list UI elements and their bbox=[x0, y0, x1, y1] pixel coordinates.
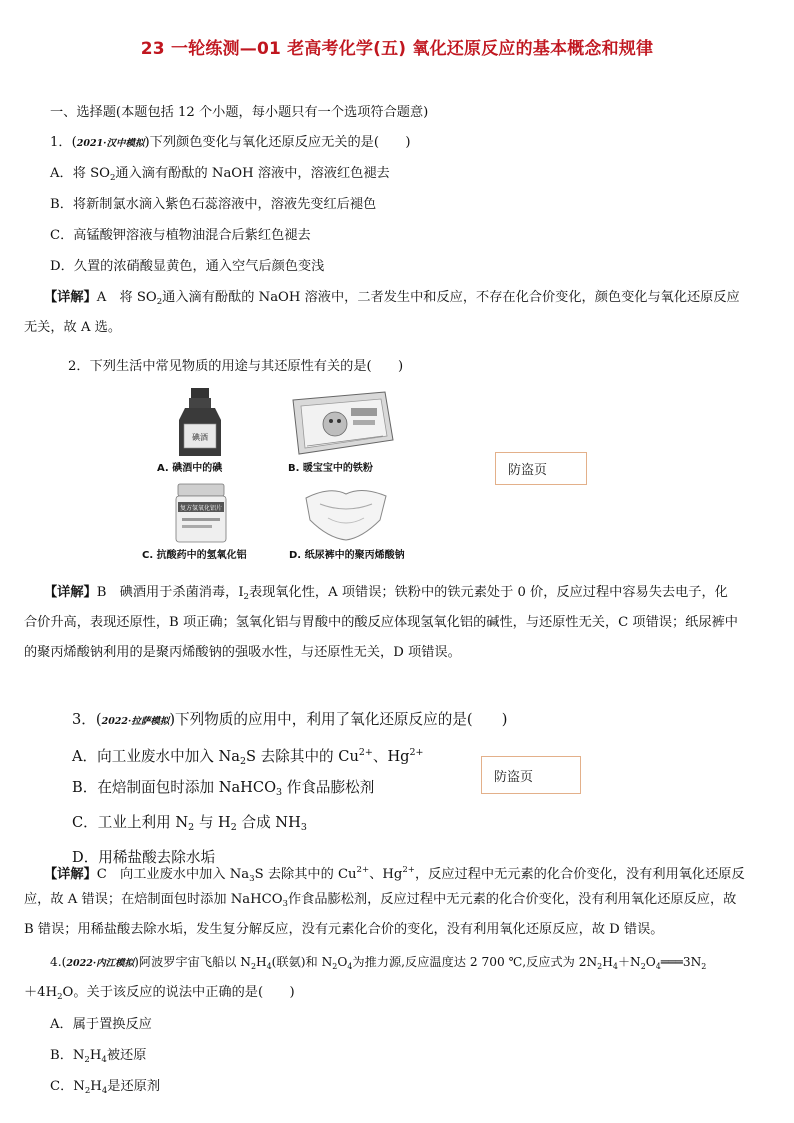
question-1-option-b: B．将新制氯水滴入紫色石蕊溶液中，溶液先变红后褪色 bbox=[50, 197, 377, 212]
question-1-option-c: C．高锰酸钾溶液与植物油混合后紫红色褪去 bbox=[50, 228, 311, 243]
caption-d: D. 纸尿裤中的聚丙烯酸钠 bbox=[289, 550, 405, 561]
question-1-answer-line2: 无关，故 A 选。 bbox=[24, 320, 122, 335]
hand-warmer-image bbox=[287, 388, 397, 460]
section-heading: 一、选择题(本题包括 12 个小题，每小题只有一个选项符合题意) bbox=[50, 105, 429, 120]
caption-b: B. 暖宝宝中的铁粉 bbox=[288, 463, 373, 474]
question-source: 2021·汉中模拟 bbox=[76, 138, 145, 149]
question-3-answer: 【详解】C 向工业废水中加入 $Na_3S$ 去除其中的 $Cu^{2+}$、$Hg^{2+}$，反应过程中无元素的化合价变化，没有利用氧化还原反 bbox=[44, 865, 745, 884]
question-1-stem: 1．(2021·汉中模拟)下列颜色变化与氧化还原反应无关的是( ) bbox=[50, 135, 411, 150]
diaper-image bbox=[300, 484, 390, 544]
watermark-stamp-2: 防盗页 bbox=[481, 756, 581, 794]
question-2-answer-line3: 的聚丙烯酸钠利用的是聚丙烯酸钠的强吸水性，与还原性无关，D 项错误。 bbox=[24, 645, 461, 660]
watermark-stamp-1: 防盗页 bbox=[495, 452, 587, 485]
question-3-option-a: A．向工业废水中加入 $Na_2S$ 去除其中的 $Cu^{2+}$、$Hg^{2+}$ bbox=[72, 747, 424, 767]
question-2-stem: 2．下列生活中常见物质的用途与其还原性有关的是( ) bbox=[68, 359, 404, 374]
question-1-option-d: D．久置的浓硝酸显黄色，通入空气后颜色变浅 bbox=[50, 259, 325, 274]
question-1-option-a: A．将 $SO_2$通入滴有酚酞的 NaOH 溶液中，溶液红色褪去 bbox=[50, 166, 390, 183]
question-2-answer-line2: 合价升高，表现还原性，B 项正确；氢氧化铝与胃酸中的酸反应体现氢氧化铝的碱性，与还原性无关，C 项错误；纸尿裤中 bbox=[24, 615, 738, 630]
detail-label: 【详解】 bbox=[44, 290, 97, 305]
question-3-option-d: D．用稀盐酸去除水垢 bbox=[72, 849, 216, 866]
caption-a: A. 碘酒中的碘 bbox=[157, 463, 223, 474]
question-4-option-c: C．$N_2H_4$是还原剂 bbox=[50, 1079, 161, 1096]
question-1-answer: 【详解】A 将 $SO_2$通入滴有酚酞的 NaOH 溶液中，二者发生中和反应，不存在化合价变化，颜色变化与氧化还原反应 bbox=[44, 290, 740, 307]
question-3-answer-line3: B 错误；用稀盐酸去除水垢，发生复分解反应，没有元素化合价的变化，没有利用氧化还原反应，故 D 错误。 bbox=[24, 922, 664, 937]
question-4-stem: 4.(2022·内江模拟)阿波罗宇宙飞船以 $N_2H_4$(联氨)和 $N_2O_4$为推力源,反应温度达 2 700 ℃,反应式为 $2N_2H_4+N_2O_4═══3N_2$ bbox=[50, 955, 707, 971]
question-2-answer: 【详解】B 碘酒用于杀菌消毒，$I_2$表现氧化性，A 项错误；铁粉中的铁元素处于 0 价，反应过程中容易失去电子，化 bbox=[44, 585, 728, 602]
question-3-option-b: B．在焙制面包时添加 NaHCO$_3$ 作食品膨松剂 bbox=[72, 779, 375, 798]
question-3-answer-line2: 应，故 A 错误；在焙制面包时添加 NaHCO$_3$作食品膨松剂，反应过程中无元素的化合价变化，没有利用氧化还原反应，故 bbox=[24, 892, 737, 909]
jar-label: 复方氢氧化铝片 bbox=[179, 505, 223, 512]
iodine-bottle-image bbox=[165, 388, 235, 458]
question-4-option-b: B．$N_2H_4$被还原 bbox=[50, 1048, 147, 1065]
question-source: 2022·内江模拟 bbox=[66, 958, 135, 969]
question-4-option-a: A．属于置换反应 bbox=[50, 1017, 152, 1032]
bottle-label: 碘酒 bbox=[192, 433, 208, 442]
question-3-option-c: C．工业上利用 $N_2$ 与 $H_2$ 合成 $NH_3$ bbox=[72, 814, 307, 833]
page-title: 23 一轮练测—01 老高考化学(五) 氧化还原反应的基本概念和规律 bbox=[140, 39, 654, 59]
caption-c: C. 抗酸药中的氢氧化铝 bbox=[142, 550, 247, 561]
question-source: 2022·拉萨模拟 bbox=[101, 716, 170, 727]
question-4-stem-line2: $+4H_2O$。关于该反应的说法中正确的是( ) bbox=[24, 985, 295, 1002]
question-3-stem: 3．(2022·拉萨模拟)下列物质的应用中，利用了氧化还原反应的是( ) bbox=[72, 711, 508, 728]
antacid-jar-image bbox=[170, 482, 232, 544]
